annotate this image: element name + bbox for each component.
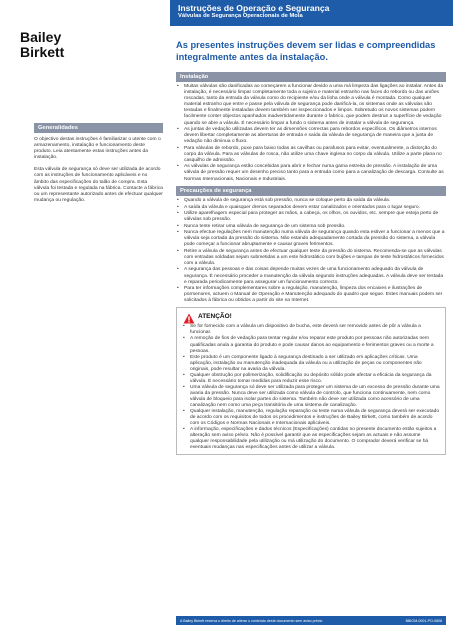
sidebar-text bbox=[34, 137, 163, 204]
sidebar-title: Generalidades bbox=[34, 123, 163, 133]
lead-statement: As presentes instruções devem ser lidas e compreendidas integralmente antes da instalação. bbox=[176, 40, 436, 62]
warning-header bbox=[183, 311, 440, 322]
list-item: • A saída da válvula e quaisquer drenos separados devem estar canalizados e orientados para o lugar seguro. bbox=[176, 205, 446, 211]
installation-title: Instalação bbox=[176, 72, 446, 82]
list-item: • As juntas de vedação utilizadas devem ter as dimensões correctas para rebordos específicos. Os diâmetros internos devem libertar completamente as aberturas de entrada e saída da válvula de segurança de maneira que a junta de vedação não diminua o fluxo. bbox=[176, 127, 446, 145]
list-item: • A remoção de fios de vedação para tentar regular e/ou reparar este produto por pessoas não autorizadas nem qualificadas anula a garantia do produto e pode causar danos ao equipamento e ferimentos graves ou a morte a pessoas. bbox=[183, 336, 440, 354]
warning-list bbox=[183, 324, 440, 451]
sidebar-paragraph: O objectivo destas instruções é familiarizar o utente com o armazenamento, instalação e funcionamento deste produto. Leia atentamente estas instruções antes da instalação. bbox=[34, 137, 161, 161]
sidebar bbox=[34, 123, 163, 210]
list-item: • Utilize aparelhagem especial para proteger as mãos, a cabeça, os olhos, os ouvidos, etc. sempre que esteja perto de válvulas sob pressão. bbox=[176, 211, 446, 223]
brand-logo bbox=[20, 30, 140, 60]
footer-disclaimer: A Bailey Birkett reserva o direito de alterar o conteúdo deste documento sem aviso prévio bbox=[180, 618, 323, 623]
page-subtitle: Válvulas de Segurança Operacionais de Mola bbox=[178, 13, 303, 19]
warning-box bbox=[176, 307, 446, 455]
list-item: • Qualquer instalação, manutenção, regulação reparação ou teste numa válvula de segurança deverá ser executado de acordo com os requisitos de todos os procedimentos e instruções de Bailey Birkett, como também de acordo com os Códigos e Normas Nacionais e Internacionais aplicáveis. bbox=[183, 409, 440, 427]
installation-list bbox=[176, 84, 446, 183]
list-item: • Nunca efectue regulações nem manutenção numa válvula de segurança quando esta estiver a funcionar a menos que a válvula seja cortada da pressão do sistema. Não estando adequadamente cortada da pressão do sistema, a válvula pode começar a funcionar abruptamente e causar graves ferimentos. bbox=[176, 230, 446, 248]
precautions-title: Precauções de segurança bbox=[176, 186, 446, 196]
list-item: • Quando a válvula de segurança está sob pressão, nunca se coloque perto da saída da válvula. bbox=[176, 198, 446, 204]
document-code: BBIOM-0001-PO-0808 bbox=[405, 618, 442, 623]
warning-triangle-icon bbox=[183, 311, 195, 322]
brand-line2: Birkett bbox=[20, 44, 65, 60]
list-item: • Qualquer obstrução por polimerização, solidificação ou depósito sólido pode afectar a eficácia da segurança da válvula. É necessário tomar medidas para reduzir esse risco. bbox=[183, 373, 440, 385]
page-title: Instruções de Operação e Segurança bbox=[178, 3, 330, 13]
list-item: • A segurança das pessoas e das coisas depende muitas vezes de uma funcionamento adequado da válvula de segurança. É necessário proceder a manutenção da válvula segundo instruções adequadas. A válvula deve ser testada e reparada periodicamente para assegurar um funcionamento correcto. bbox=[176, 267, 446, 285]
brand-line1: Bailey bbox=[20, 29, 62, 45]
main-content bbox=[176, 72, 446, 455]
list-item: • Se for fornecido com a válvula um dispositivo de bucha, este deverá ser removido antes de pôr a válvula a funcionar. bbox=[183, 324, 440, 336]
list-item: • Para válvulas de rebordo, puxe para baixo todas as cavilhas ou parafusos para evitar, eventualmente, a distorção do corpo da válvula. Para as válvulas de rosca, não utilize uma chave inglesa no corpo da válvula. Utilize a parte plana no casquilho de admissão. bbox=[176, 146, 446, 164]
list-item: • Para ter informações complementares sobre a regulação, manutenção, limpeza dos encaixes e ilustrações de pormenores, actuem o Manual de Operação e Manutenção adequado do quadro que segue. Estes manuais podem ser solicitados à fábrica ou obtidos a partir do site na Internet. bbox=[176, 286, 446, 304]
list-item: • A informação, especificações e dados técnicos (Especificações) contidas no presente documento estão sujeitos a alteração sem aviso prévio. Não é possível garantir que as especificações sejam as actuais e não assume qualquer responsabilidade pela utilização ou má utilização do documento. O comprador deverá verificar se há eventuais mudanças nas especificações antes de utilizar a válvula. bbox=[183, 427, 440, 451]
list-item: • Este produto é um componente ligado à segurança destinado a ser utilizado em aplicações críticas. Uma aplicação, instalação ou manutenção inadequada da válvula ou a utilização de peças ou componentes não originais, pode resultar na avaria da válvula. bbox=[183, 355, 440, 373]
list-item: • Nunca tente retirar uma válvula de segurança de um sistema sob pressão. bbox=[176, 224, 446, 230]
warning-title: ATENÇÃO! bbox=[198, 313, 232, 321]
list-item: • Muitas válvulas são danificadas ao começarem a funcionar devido a uma má limpeza das ligações ao instalar. Antes da instalação, é necessário limpar completamente toda a sujeira e material estranho nas faces do rebordo ou das uniões roscadas, tanto da entrada da válvula como do recipiente e/ou da linha onde a válvula é montada. Como qualquer material estranho que entre e passe pela válvula de segurança pode danificá-la, os sistemas onde as válvulas são testadas e finalmente instaladas devem também ser inspeccionados e limpos. Sobretudo os novos sistemas podem facilmente conter objectos apanhados inadvertidamente durante o fabrico, que podem destruir a superfície de vedação quando se abre a válvula. É necessário limpar a fundo o sistema antes de instalar a válvula de segurança. bbox=[176, 84, 446, 127]
header-band bbox=[170, 0, 453, 26]
list-item: • Uma válvula de segurança só deve ser utilizada para proteger um sistema de um excesso de pressão durante uma avaria da pressão. Nunca deve ser utilizada como válvula de controlo, que funciona continuamente, nem como válvula de bloqueio para isolar partes do sistema. Também não deve ser utilizada como acessório de uma canalização nem como uma peça transitória de uma sistema de canalização. bbox=[183, 385, 440, 409]
list-item: • As válvulas de segurança estão concebidas para abrir e fechar numa gama estreita de pressão. A instalação de uma válvula de pressão requer um desenho preciso tanto para a entrada como para a canalização de descarga. Consulte as Normas Internacionais, Nacionais e Industriais. bbox=[176, 164, 446, 182]
footer-band bbox=[176, 616, 446, 625]
precautions-list bbox=[176, 198, 446, 304]
list-item: • Retire a válvula de segurança antes de efectuar qualquer teste da pressão do sistema. Recomenda-se que as válvulas com entradas soldadas sejam submetidas a um este hidrostático com bujões e tampas de teste hidrostáticos fornecidos com a válvula. bbox=[176, 249, 446, 267]
sidebar-paragraph: Esta válvula de segurança só deve ser utilizada de acordo com as instruções de funcionamento aplicáveis e no âmbito das especificações do talão de compra. Esta válvula foi testada e regulada na fábrica. Contacte a fábrica ou um representante autorizado antes de efectuar qualquer mudança ou regulação. bbox=[34, 167, 163, 203]
